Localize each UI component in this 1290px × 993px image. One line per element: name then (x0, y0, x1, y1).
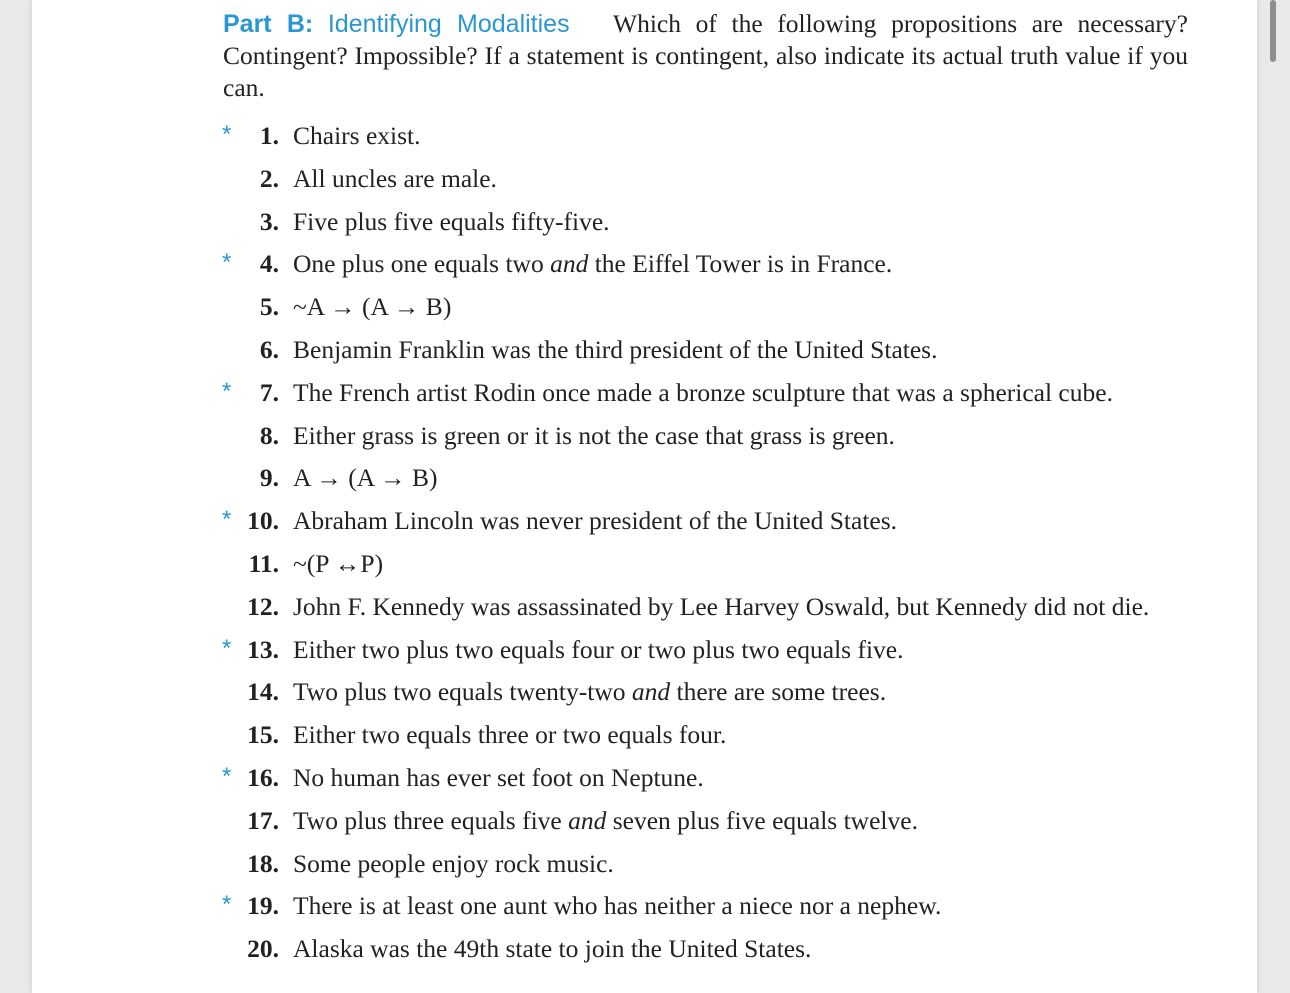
proposition-text-segment: seven plus five equals twelve. (606, 805, 918, 835)
proposition-text (293, 421, 895, 451)
proposition-number: 7. (259, 377, 279, 407)
proposition-text-segment: the Eiffel Tower is in France. (588, 249, 893, 279)
proposition-list (32, 117, 1257, 973)
proposition-text (293, 164, 497, 194)
proposition-number: 2. (259, 163, 279, 193)
proposition-item (32, 245, 1257, 288)
exercise-instructions (223, 8, 1188, 104)
proposition-number: 13. (247, 634, 279, 664)
proposition-text (293, 677, 886, 707)
proposition-text (293, 849, 614, 879)
proposition-text (293, 249, 892, 279)
proposition-number: 10. (247, 506, 279, 536)
proposition-text-segment: Alaska was the 49th state to join the United States. (293, 934, 812, 964)
proposition-item (32, 417, 1257, 460)
proposition-number: 15. (247, 720, 279, 750)
proposition-item (32, 288, 1257, 331)
proposition-number: 4. (259, 249, 279, 279)
instructions-text: Which of the following propositions are necessary? Contingent? Impossible? If a statement is contingent, also indicate its actual truth value if you can. (223, 9, 1188, 102)
star-marker-icon: * (222, 634, 232, 662)
proposition-text-segment: One plus one equals two (293, 249, 551, 279)
proposition-text (293, 635, 903, 665)
proposition-item (32, 930, 1257, 973)
proposition-text (293, 378, 1113, 408)
proposition-item (32, 673, 1257, 716)
proposition-text-segment: Some people enjoy rock music. (293, 848, 614, 878)
proposition-item (32, 802, 1257, 845)
proposition-text-segment: There is at least one aunt who has neither a niece nor a nephew. (293, 891, 942, 921)
proposition-text-segment: Two plus three equals five (293, 805, 569, 835)
proposition-text (293, 806, 918, 836)
star-marker-icon: * (222, 506, 232, 534)
proposition-text (293, 335, 937, 365)
star-marker-icon: * (222, 249, 232, 277)
proposition-text-segment: ~(P ↔P) (293, 548, 384, 578)
proposition-number: 6. (259, 334, 279, 364)
proposition-text-segment: John F. Kennedy was assassinated by Lee Harvey Oswald, but Kennedy did not die. (293, 591, 1150, 621)
part-label: Part B: (223, 10, 314, 38)
proposition-text (293, 506, 897, 536)
proposition-number: 8. (259, 420, 279, 450)
proposition-number: 9. (259, 463, 279, 493)
proposition-item (32, 117, 1257, 160)
proposition-text-segment: Either grass is green or it is not the case that grass is green. (293, 420, 895, 450)
proposition-text (293, 891, 941, 921)
proposition-item (32, 459, 1257, 502)
proposition-text (293, 207, 610, 237)
proposition-number: 19. (247, 891, 279, 921)
proposition-number: 11. (248, 548, 279, 578)
proposition-text (293, 121, 421, 151)
proposition-text-segment: Chairs exist. (293, 121, 421, 150)
proposition-text (293, 763, 704, 793)
star-marker-icon: * (222, 891, 232, 919)
star-marker-icon: * (222, 377, 232, 405)
proposition-text-segment: Either two equals three or two equals four. (293, 720, 727, 750)
proposition-number: 18. (247, 848, 279, 878)
proposition-number: 3. (259, 206, 279, 236)
proposition-text (293, 592, 1149, 622)
proposition-item (32, 716, 1257, 759)
proposition-item (32, 502, 1257, 545)
proposition-item (32, 331, 1257, 374)
proposition-item (32, 160, 1257, 203)
proposition-item (32, 545, 1257, 588)
proposition-item (32, 845, 1257, 888)
proposition-number: 5. (259, 292, 279, 322)
proposition-item (32, 759, 1257, 802)
proposition-text-segment: Five plus five equals fifty-five. (293, 206, 610, 236)
proposition-item (32, 631, 1257, 674)
proposition-text-segment: No human has ever set foot on Neptune. (293, 762, 704, 792)
proposition-item (32, 203, 1257, 246)
proposition-text (293, 934, 811, 964)
proposition-text-segment: Benjamin Franklin was the third president of the United States. (293, 334, 938, 364)
proposition-text (293, 720, 726, 750)
star-marker-icon: * (222, 121, 232, 148)
proposition-number: 20. (247, 934, 279, 964)
document-page (32, 0, 1257, 993)
proposition-item (32, 588, 1257, 631)
proposition-text-segment: there are some trees. (670, 677, 887, 707)
proposition-text-segment: Abraham Lincoln was never president of the United States. (293, 506, 898, 536)
proposition-number: 12. (247, 591, 279, 621)
proposition-number: 17. (247, 805, 279, 835)
proposition-item (32, 374, 1257, 417)
proposition-text-segment: All uncles are male. (293, 163, 497, 193)
proposition-text-segment: and (568, 805, 607, 835)
proposition-text-segment: and (631, 677, 671, 707)
proposition-number: 1. (259, 121, 279, 150)
proposition-text (293, 292, 451, 322)
proposition-text-segment: A → (A → B) (293, 463, 438, 493)
proposition-text (293, 463, 438, 493)
scrollbar[interactable] (1270, 0, 1276, 62)
proposition-item (32, 887, 1257, 930)
proposition-text-segment: Two plus two equals twenty-two (293, 677, 632, 707)
proposition-text (293, 549, 383, 579)
star-marker-icon: * (222, 762, 232, 790)
proposition-number: 14. (247, 677, 279, 707)
proposition-number: 16. (247, 762, 279, 792)
proposition-text-segment: Either two plus two equals four or two plus two equals five. (293, 634, 904, 664)
proposition-text-segment: and (550, 249, 589, 279)
part-title: Identifying Modalities (327, 10, 570, 38)
proposition-text-segment: ~A → (A → B) (293, 292, 452, 322)
proposition-text-segment: The French artist Rodin once made a bronze sculpture that was a spherical cube. (293, 377, 1113, 407)
